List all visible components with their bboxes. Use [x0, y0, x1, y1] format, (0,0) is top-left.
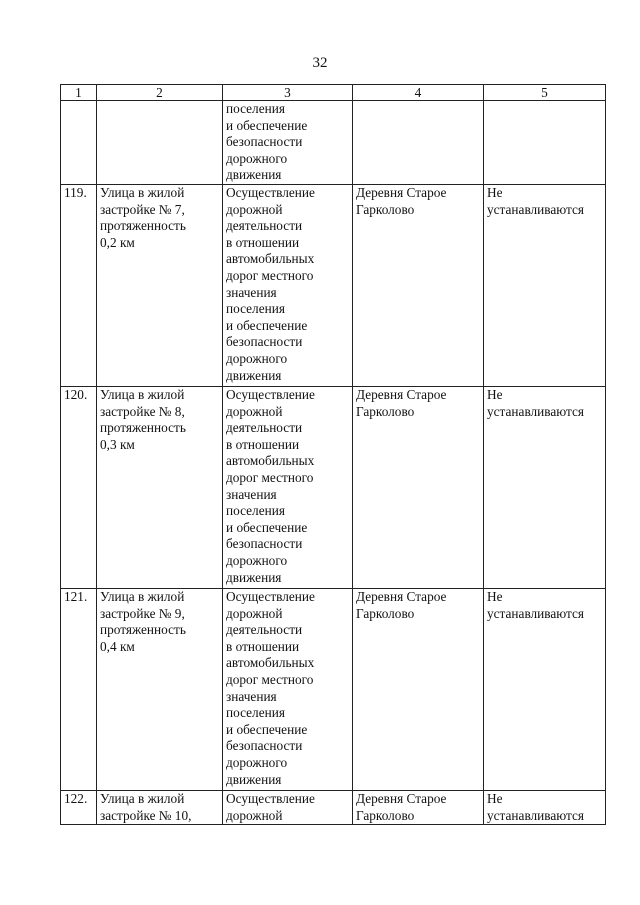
table-row	[61, 101, 606, 185]
cell-text-line: Деревня Старое	[356, 791, 447, 806]
road-objects-table	[60, 84, 606, 825]
cell-text-line: значения	[226, 486, 277, 502]
cell-text-line: Гарколово	[356, 807, 415, 823]
cell-text-line: застройке № 9,	[100, 605, 185, 621]
cell-text-line: автомобильных	[226, 251, 315, 267]
row-number-cell: 121.	[61, 589, 97, 791]
location-cell	[353, 791, 484, 825]
cell-text-line: дорожной	[226, 605, 283, 621]
cell-text-line: в отношении	[226, 234, 300, 250]
cell-text-line: дорог местного	[226, 469, 314, 485]
cell-text-line: и обеспечение	[226, 117, 308, 133]
cell-text-line: Деревня Старое	[356, 589, 447, 604]
cell-text-line: Улица в жилой	[100, 387, 185, 402]
cell-text-line: Гарколово	[356, 605, 415, 621]
cell-text-line: движения	[226, 771, 282, 787]
cell-text-line: 0,2 км	[100, 234, 135, 250]
cell-text-line: Не	[487, 387, 503, 402]
cell-text-line: поселения	[226, 301, 285, 317]
cell-text-line: Не	[487, 589, 503, 604]
cell-text-line: поселения	[226, 101, 285, 116]
cell-text-line: деятельности	[226, 420, 303, 436]
cell-text-line: безопасности	[226, 738, 303, 754]
object-name-cell	[97, 185, 223, 387]
cell-text-line: протяженность	[100, 622, 186, 638]
cell-text-line: застройке № 10,	[100, 807, 192, 823]
column-header-4: 4	[353, 85, 484, 101]
restriction-cell	[484, 387, 606, 589]
cell-text-line: застройке № 7,	[100, 201, 185, 217]
cell-text-line: в отношении	[226, 638, 300, 654]
cell-text-line: автомобильных	[226, 655, 315, 671]
restriction-cell	[484, 185, 606, 387]
cell-text-line: Гарколово	[356, 201, 415, 217]
cell-text-line: значения	[226, 284, 277, 300]
restriction-cell	[484, 791, 606, 825]
purpose-cell	[223, 589, 353, 791]
cell-text-line: дорожной	[226, 201, 283, 217]
column-header-3: 3	[223, 85, 353, 101]
cell-text-line: устанавливаются	[487, 807, 585, 823]
table-row	[61, 387, 606, 589]
cell-text-line: Не	[487, 185, 503, 200]
cell-text-line: безопасности	[226, 134, 303, 150]
cell-text-line: застройке № 8,	[100, 403, 185, 419]
cell-text-line: дорожного	[226, 150, 288, 166]
restriction-cell	[484, 101, 606, 185]
cell-text-line: устанавливаются	[487, 201, 585, 217]
cell-text-line: значения	[226, 688, 277, 704]
cell-text-line: Не	[487, 791, 503, 806]
restriction-cell	[484, 589, 606, 791]
object-name-cell	[97, 101, 223, 185]
cell-text-line: протяженность	[100, 420, 186, 436]
purpose-cell	[223, 101, 353, 185]
cell-text-line: автомобильных	[226, 453, 315, 469]
cell-text-line: Осуществление	[226, 589, 315, 604]
cell-text-line: устанавливаются	[487, 403, 585, 419]
table-row	[61, 589, 606, 791]
page-number: 32	[312, 55, 328, 71]
purpose-cell	[223, 185, 353, 387]
cell-text-line: деятельности	[226, 218, 303, 234]
cell-text-line: дорожного	[226, 350, 288, 366]
cell-text-line: Осуществление	[226, 791, 315, 806]
purpose-cell	[223, 791, 353, 825]
cell-text-line: движения	[226, 569, 282, 585]
object-name-cell	[97, 589, 223, 791]
cell-text-line: Деревня Старое	[356, 185, 447, 200]
row-number-cell	[61, 101, 97, 185]
cell-text-line: дорог местного	[226, 671, 314, 687]
row-number-cell: 120.	[61, 387, 97, 589]
cell-text-line: движения	[226, 167, 282, 183]
location-cell	[353, 185, 484, 387]
cell-text-line: и обеспечение	[226, 317, 308, 333]
table-row	[61, 791, 606, 825]
cell-text-line: дорожного	[226, 552, 288, 568]
cell-text-line: Улица в жилой	[100, 589, 185, 604]
object-name-cell	[97, 387, 223, 589]
cell-text-line: 0,4 км	[100, 638, 135, 654]
cell-text-line: дорог местного	[226, 267, 314, 283]
cell-text-line: безопасности	[226, 334, 303, 350]
cell-text-line: поселения	[226, 503, 285, 519]
row-number-cell: 119.	[61, 185, 97, 387]
cell-text-line: и обеспечение	[226, 721, 308, 737]
cell-text-line: Улица в жилой	[100, 185, 185, 200]
cell-text-line: дорожной	[226, 807, 283, 823]
cell-text-line: Осуществление	[226, 387, 315, 402]
column-header-1: 1	[61, 85, 97, 101]
location-cell	[353, 387, 484, 589]
header-row	[61, 85, 606, 101]
cell-text-line: Осуществление	[226, 185, 315, 200]
cell-text-line: поселения	[226, 705, 285, 721]
cell-text-line: устанавливаются	[487, 605, 585, 621]
object-name-cell	[97, 791, 223, 825]
cell-text-line: 0,3 км	[100, 436, 135, 452]
cell-text-line: Деревня Старое	[356, 387, 447, 402]
row-number-cell: 122.	[61, 791, 97, 825]
cell-text-line: дорожной	[226, 403, 283, 419]
cell-text-line: дорожного	[226, 754, 288, 770]
cell-text-line: безопасности	[226, 536, 303, 552]
cell-text-line: движения	[226, 367, 282, 383]
cell-text-line: Гарколово	[356, 403, 415, 419]
table-row	[61, 185, 606, 387]
cell-text-line: в отношении	[226, 436, 300, 452]
column-header-2: 2	[97, 85, 223, 101]
location-cell	[353, 101, 484, 185]
location-cell	[353, 589, 484, 791]
cell-text-line: протяженность	[100, 218, 186, 234]
column-header-5: 5	[484, 85, 606, 101]
cell-text-line: деятельности	[226, 622, 303, 638]
cell-text-line: Улица в жилой	[100, 791, 185, 806]
purpose-cell	[223, 387, 353, 589]
cell-text-line: и обеспечение	[226, 519, 308, 535]
